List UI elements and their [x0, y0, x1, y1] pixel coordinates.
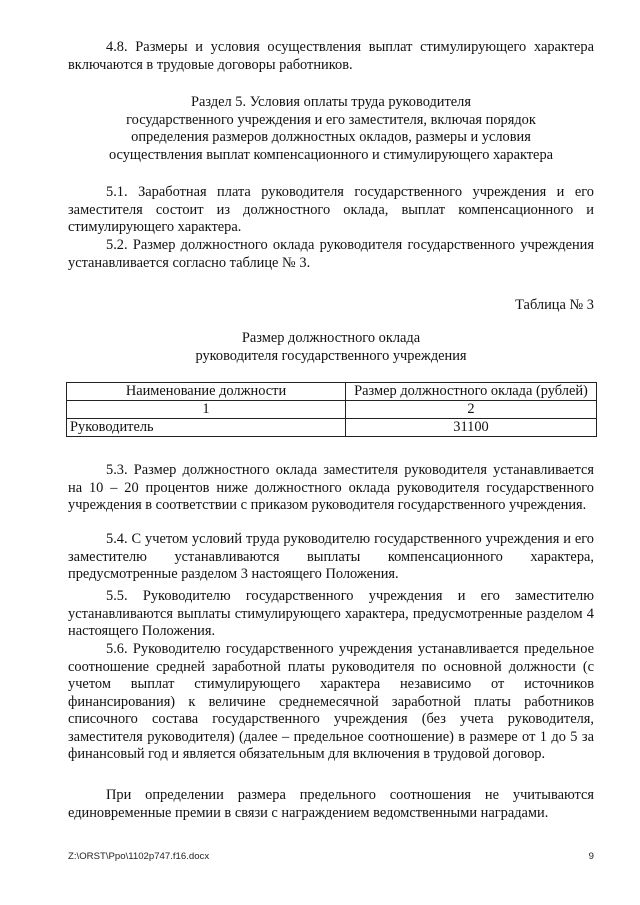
- table-caption-line: руководителя государственного учреждения: [195, 347, 467, 364]
- table-caption: [68, 330, 594, 365]
- footer-file-path: Z:\ORST\Ppo\1102p747.f16.docx: [68, 851, 210, 862]
- paragraph-5-4: 5.4. С учетом условий труда руководителю государственного учреждения и его заместителю устанавливаются выплаты компенсационного характера, предусмотренные разделом 3 настоящего Положения.: [68, 531, 594, 582]
- paragraph-4-8: 4.8. Размеры и условия осуществления выплат стимулирующего характера включаются в трудовые договоры работников.: [68, 39, 594, 73]
- section-heading-line: определения размеров должностных окладов, размеры и условия: [131, 129, 531, 145]
- section-heading-line: государственного учреждения и его заместителя, включая порядок: [126, 111, 536, 128]
- table-header-row: [67, 383, 597, 401]
- paragraph-5-5: 5.5. Руководителю государственного учреждения и его заместителю устанавливаются выплаты стимулирующего характера, предусмотренные разделом 4 настоящего Положения.: [68, 588, 594, 639]
- paragraph-5-1: 5.1. Заработная плата руководителя государственного учреждения и его заместителя состоит из должностного оклада, выплат компенсационного и стимулирующего характера.: [68, 184, 594, 235]
- table-label: Таблица № 3: [515, 297, 594, 313]
- table-row: [67, 419, 597, 437]
- section-heading-line: осуществления выплат компенсационного и стимулирующего характера: [108, 146, 554, 163]
- section-heading-line: Раздел 5. Условия оплаты труда руководителя: [191, 94, 471, 110]
- section-5-heading: [68, 94, 594, 164]
- paragraph-final: При определении размера предельного соотношения не учитываются единовременные премии в связи с награждением ведомственными наградами.: [68, 787, 594, 821]
- cell-salary: 31100: [346, 419, 597, 437]
- cell-position: Руководитель: [67, 419, 346, 437]
- paragraph-5-6: 5.6. Руководителю государственного учреждения устанавливается предельное соотношение средней заработной платы руководителя по основной должности (с учетом выплат стимулирующего характера независимо от источников финансирования) к величине среднемесячной заработной платы работников списочного состава государственного учреждения (без учета руководителя, заместителя руководителя) (далее – предельное соотношение) в размере от 1 до 5 за финансовый год и является обязательным для включения в трудовой договор.: [68, 641, 594, 762]
- table-numbering-row: [67, 401, 597, 419]
- salary-table: [66, 382, 597, 437]
- column-number: 1: [67, 401, 346, 419]
- footer-page-number: 9: [588, 851, 594, 862]
- header-salary: Размер должностного оклада (рублей): [346, 383, 597, 401]
- paragraph-5-3: 5.3. Размер должностного оклада заместителя руководителя устанавливается на 10 – 20 процентов ниже должностного оклада руководителя государственного учреждения в соответствии с приказом руководителя государственного учреждения.: [68, 462, 594, 513]
- table-caption-line: Размер должностного оклада: [241, 330, 421, 346]
- header-position: Наименование должности: [67, 383, 346, 401]
- paragraph-5-2: 5.2. Размер должностного оклада руководителя государственного учреждения устанавливается согласно таблице № 3.: [68, 237, 594, 271]
- column-number: 2: [346, 401, 597, 419]
